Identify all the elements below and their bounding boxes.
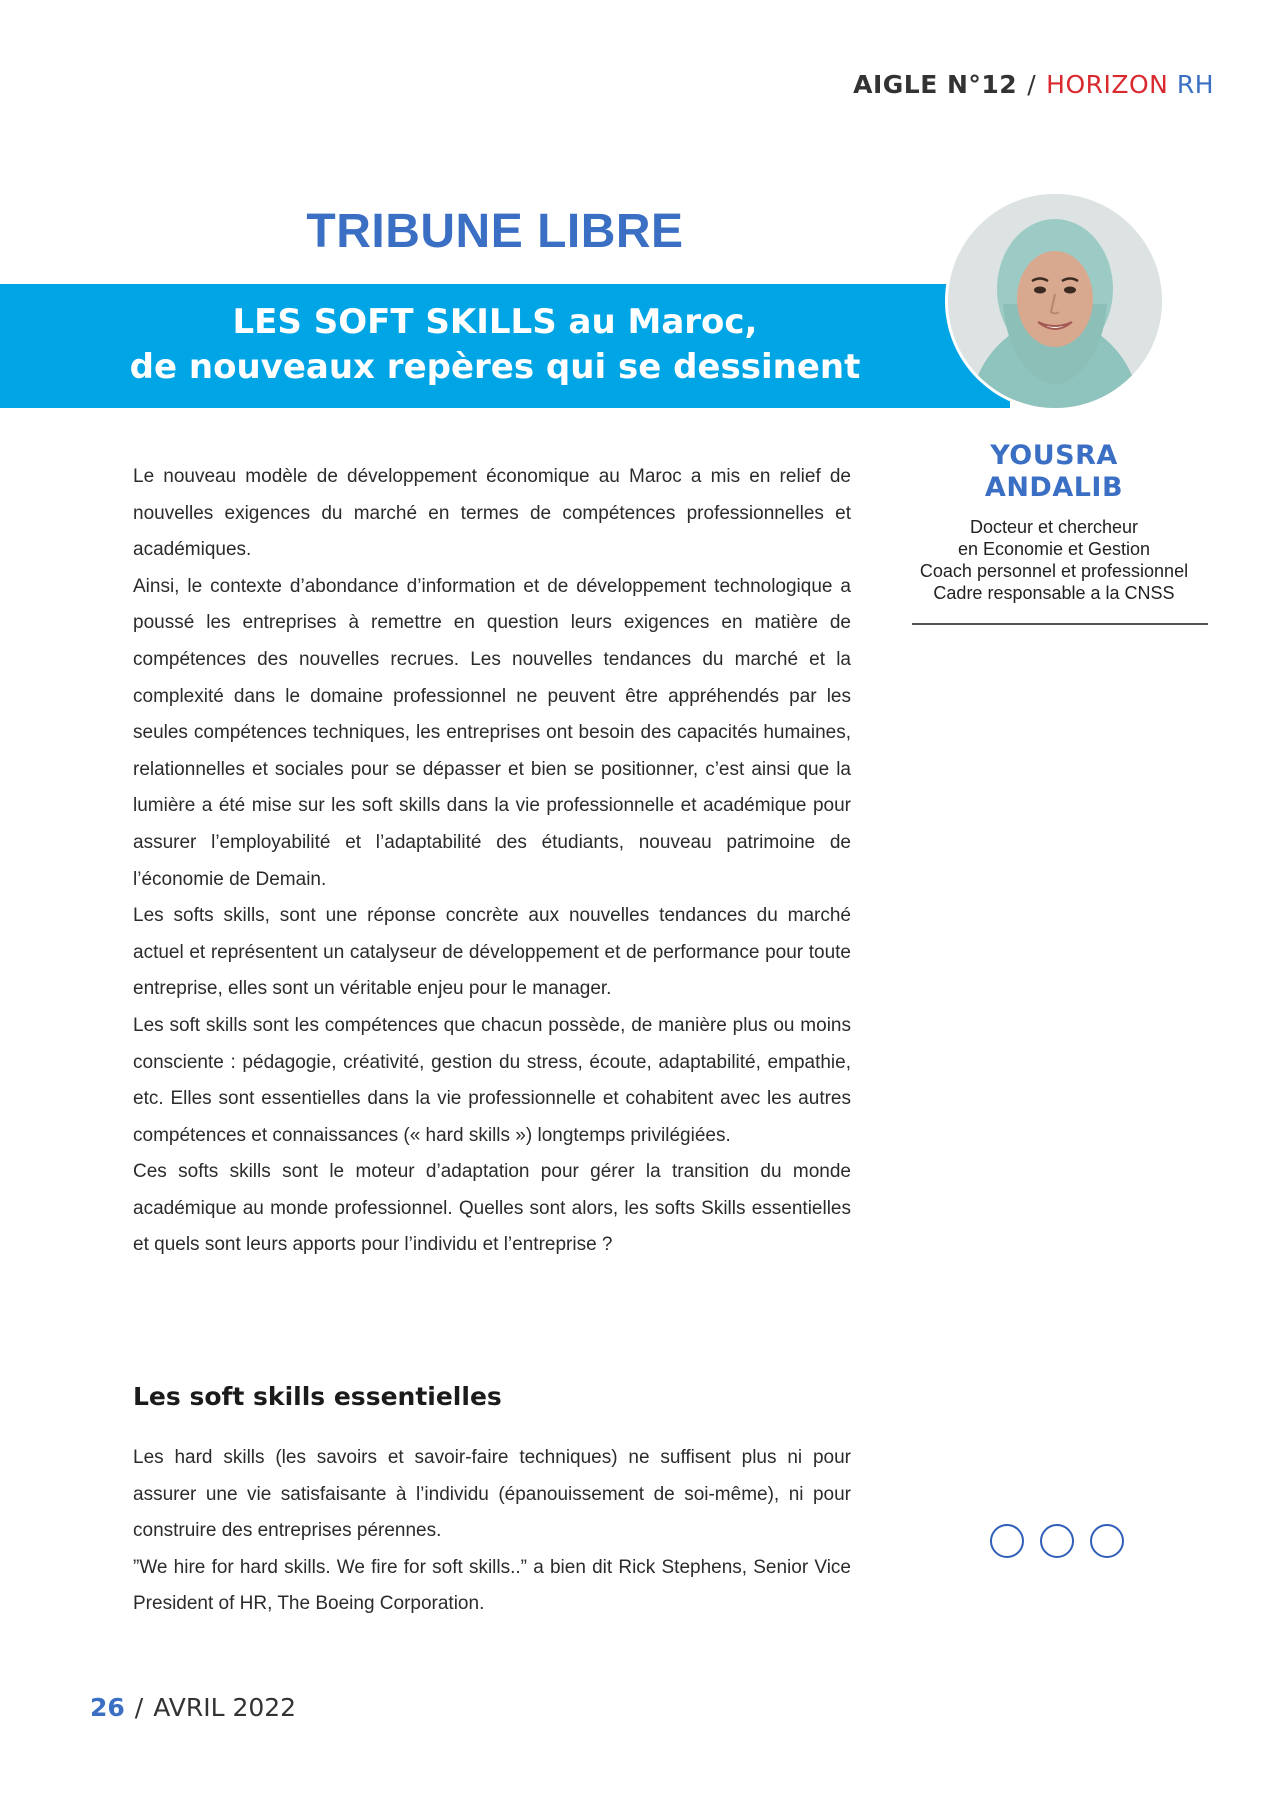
rubric-title: TRIBUNE LIBRE xyxy=(306,205,684,258)
body-paragraph: Ces softs skills sont le moteur d’adaptation pour gérer la transition du monde académique au monde professionnel. Quelles sont alors, les softs Skills essentielles et quels sont leurs apports pour l’individu et l’entreprise ? xyxy=(133,1161,851,1256)
author-credential-line: Cadre responsable a la CNSS xyxy=(933,583,1175,603)
body-paragraph: Les soft skills sont les compétences que chacun possède, de manière plus ou moins consciente : pédagogie, créativité, gestion du stress, écoute, adaptabilité, empathie, etc. Elles sont essentielles dans la vie professionnelle et cohabitent avec les autres compétences et connaissances (« hard skills ») longtemps privilégiées. xyxy=(133,1014,851,1146)
author-last-name: ANDALIB xyxy=(984,472,1124,503)
author-divider xyxy=(912,623,1208,625)
author-block xyxy=(904,440,1204,604)
body-paragraph: Ainsi, le contexte d’abondance d’information et de développement technologique a poussé les entreprises à remettre en question leurs exigences en matière de compétences des nouvelles recrues. Les nouvelles tendances du marché et la complexité dans le domaine professionnel ne peuvent être appréhendés par les seules compétences techniques, les entreprises ont besoin des capacités humaines, relationnelles et sociales pour se dépasser et bien se positionner, c’est ainsi que la lumière a été mise sur les soft skills dans la vie professionnelle et académique pour assurer l’employabilité et l’adaptabilité des étudiants, nouveau patrimoine de l’économie de Demain. xyxy=(133,575,851,890)
section-suffix: RH xyxy=(1176,70,1214,99)
page-header xyxy=(853,70,1214,99)
article-title xyxy=(0,300,990,390)
footer-separator: / xyxy=(134,1693,144,1722)
decorative-dots xyxy=(990,1524,1124,1558)
author-credentials xyxy=(904,516,1204,604)
article-body xyxy=(133,459,851,1264)
body-paragraph: ”We hire for hard skills. We fire for soft skills..” a bien dit Rick Stephens, Senior Vice President of HR, The Boeing Corporation. xyxy=(133,1556,851,1615)
body-paragraph: Le nouveau modèle de développement économique au Maroc a mis en relief de nouvelles exigences du marché en termes de compétences professionnelles et académiques. xyxy=(133,466,851,561)
circle-icon xyxy=(1090,1524,1124,1558)
header-separator: / xyxy=(1027,70,1037,99)
circle-icon xyxy=(990,1524,1024,1558)
author-credential-line: Docteur et chercheur xyxy=(969,517,1139,537)
article-title-line2: de nouveaux repères qui se dessinent xyxy=(129,347,861,387)
author-credential-line: Coach personnel et professionnel xyxy=(919,561,1189,581)
magazine-issue: AIGLE N°12 xyxy=(853,70,1018,99)
section-body xyxy=(133,1440,851,1623)
author-first-name: YOUSRA xyxy=(990,440,1118,471)
body-paragraph: Les hard skills (les savoirs et savoir-faire techniques) ne suffisent plus ni pour assurer une vie satisfaisante à l’individu (épanouissement de soi-même), ni pour construire des entreprises pérennes. xyxy=(133,1447,851,1542)
author-photo xyxy=(948,194,1162,408)
circle-icon xyxy=(1040,1524,1074,1558)
article-title-line1: LES SOFT SKILLS au Maroc, xyxy=(232,302,758,342)
issue-date: AVRIL 2022 xyxy=(153,1693,297,1722)
author-credential-line: en Economie et Gestion xyxy=(957,539,1151,559)
page-footer xyxy=(90,1693,296,1722)
section-name: HORIZON xyxy=(1046,70,1169,99)
page-number: 26 xyxy=(90,1693,125,1722)
section-heading: Les soft skills essentielles xyxy=(133,1382,502,1411)
body-paragraph: Les softs skills, sont une réponse concrète aux nouvelles tendances du marché actuel et représentent un catalyseur de développement et de performance pour toute entreprise, elles sont un véritable enjeu pour le manager. xyxy=(133,905,851,1000)
